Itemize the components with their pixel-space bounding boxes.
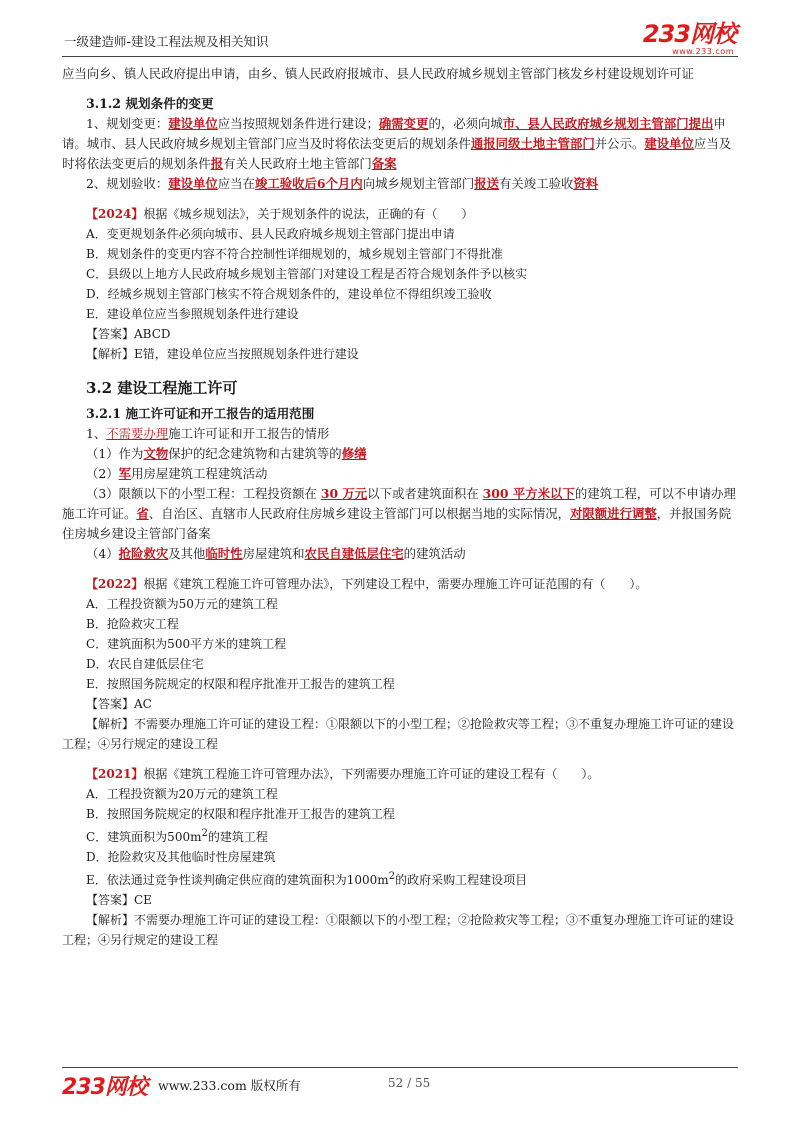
question-year-tag: 【2021】 [86, 767, 144, 781]
footer-copyright: www.233.com 版权所有 [158, 1078, 301, 1093]
question-2021 [62, 764, 740, 950]
question-stem: 根据《城乡规划法》，关于规划条件的说法，正确的有（ ） [143, 207, 474, 221]
answer: 【答案】CE [86, 893, 152, 907]
option-c: C．建筑面积为500平方米的建筑工程 [86, 637, 287, 651]
option-d: D．经城乡规划主管部门核实不符合规划条件的，建设单位不得组织竣工验收 [86, 287, 492, 301]
option-c: C．县级以上地方人民政府城乡规划主管部门对建设工程是否符合规划条件予以核实 [86, 267, 528, 281]
question-stem: 根据《建筑工程施工许可管理办法》，下列需要办理施工许可证的建设工程有（ ）。 [143, 767, 600, 781]
question-year-tag: 【2022】 [86, 577, 144, 591]
question-2022 [62, 574, 740, 754]
page-content [62, 64, 740, 950]
question-stem: 根据《建筑工程施工许可管理办法》，下列建设工程中，需要办理施工许可证范围的有（ ）。 [143, 577, 648, 591]
item-1-3: （3）限额以下的小型工程：工程投资额在 30 万元以下或者建筑面积在 300 平方米以下的建筑工程，可以不申请办理施工许可证。省、自治区、直辖市人民政府住房城乡建设主管部门可以根据当地的实际情况，对限额进行调整，并报国务院住房城乡建设主管部门备案 [62, 486, 736, 541]
analysis: 【解析】不需要办理施工许可证的建设工程：①限额以下的小型工程；②抢险救灾等工程；③不重复办理施工许可证的建设工程；④另行规定的建设工程 [62, 717, 735, 751]
question-year-tag: 【2024】 [86, 207, 144, 221]
analysis: 【解析】E错，建设单位应当按照规划条件进行建设 [86, 347, 359, 361]
option-d: D．农民自建低层住宅 [86, 657, 204, 671]
answer: 【答案】AC [86, 697, 152, 711]
brand-logo-url: www.233.com [672, 47, 734, 56]
item-1-4: （4）抢险救灾及其他临时性房屋建筑和农民自建低层住宅的建筑活动 [86, 546, 466, 561]
option-d: D．抢险救灾及其他临时性房屋建筑 [86, 850, 276, 864]
question-2024 [62, 204, 740, 364]
option-b: B．抢险救灾工程 [86, 617, 179, 631]
answer: 【答案】ABCD [86, 327, 171, 341]
section-3-2-heading: 3.2 建设工程施工许可 [86, 379, 238, 397]
section-3-2-1-heading: 3.2.1 施工许可证和开工报告的适用范围 [86, 406, 315, 421]
option-b: B．规划条件的变更内容不符合控制性详细规划的，城乡规划主管部门不得批准 [86, 247, 503, 261]
page-number: 52 / 55 [388, 1076, 431, 1090]
planning-change-paragraph: 1、规划变更：建设单位应当按照规划条件进行建设；确需变更的，必须向城市、县人民政府城乡规划主管部门提出申请。城市、县人民政府城乡规划主管部门应当及时将依法变更后的规划条件通报同级土地主管部门并公示。建设单位应当及时将依法变更后的规划条件报有关人民政府土地主管部门备案 [62, 116, 732, 171]
intro-paragraph: 应当向乡、镇人民政府提出申请，由乡、镇人民政府报城市、县人民政府城乡规划主管部门核发乡村建设规划许可证 [62, 66, 694, 81]
option-b: B．按照国务院规定的权限和程序批准开工报告的建筑工程 [86, 807, 395, 821]
item-1-2: （2）军用房屋建筑工程建筑活动 [86, 466, 268, 481]
option-a: A．工程投资额为50万元的建筑工程 [86, 597, 278, 611]
document-title: 一级建造师-建设工程法规及相关知识 [64, 34, 269, 49]
footer-brand-logo: 233网校 [62, 1075, 147, 1100]
item-1: 1、不需要办理施工许可证和开工报告的情形 [86, 426, 330, 441]
planning-acceptance-paragraph: 2、规划验收：建设单位应当在竣工验收后6个月内向城乡规划主管部门报送有关竣工验收资料 [86, 176, 599, 191]
analysis: 【解析】不需要办理施工许可证的建设工程：①限额以下的小型工程；②抢险救灾等工程；③不重复办理施工许可证的建设工程；④另行规定的建设工程 [62, 913, 735, 947]
footer-divider [62, 1067, 738, 1068]
header-divider [62, 56, 738, 57]
option-e: E．建设单位应当参照规划条件进行建设 [86, 307, 299, 321]
section-3-1-2-heading: 3.1.2 规划条件的变更 [86, 96, 214, 111]
option-e: E．按照国务院规定的权限和程序批准开工报告的建筑工程 [86, 677, 395, 691]
option-a: A．工程投资额为20万元的建筑工程 [86, 787, 278, 801]
brand-logo: 233网校 [642, 20, 736, 48]
page-header [62, 20, 738, 56]
option-e: E．依法通过竞争性谈判确定供应商的建筑面积为$1000m^2$的政府采购工程建设项目 [86, 871, 528, 887]
item-1-1: （1）作为文物保护的纪念建筑物和古建筑等的修缮 [86, 446, 367, 461]
option-a: A．变更规划条件必须向城市、县人民政府城乡规划主管部门提出申请 [86, 227, 455, 241]
option-c: C．建筑面积为$500m^2$的建筑工程 [86, 828, 268, 844]
